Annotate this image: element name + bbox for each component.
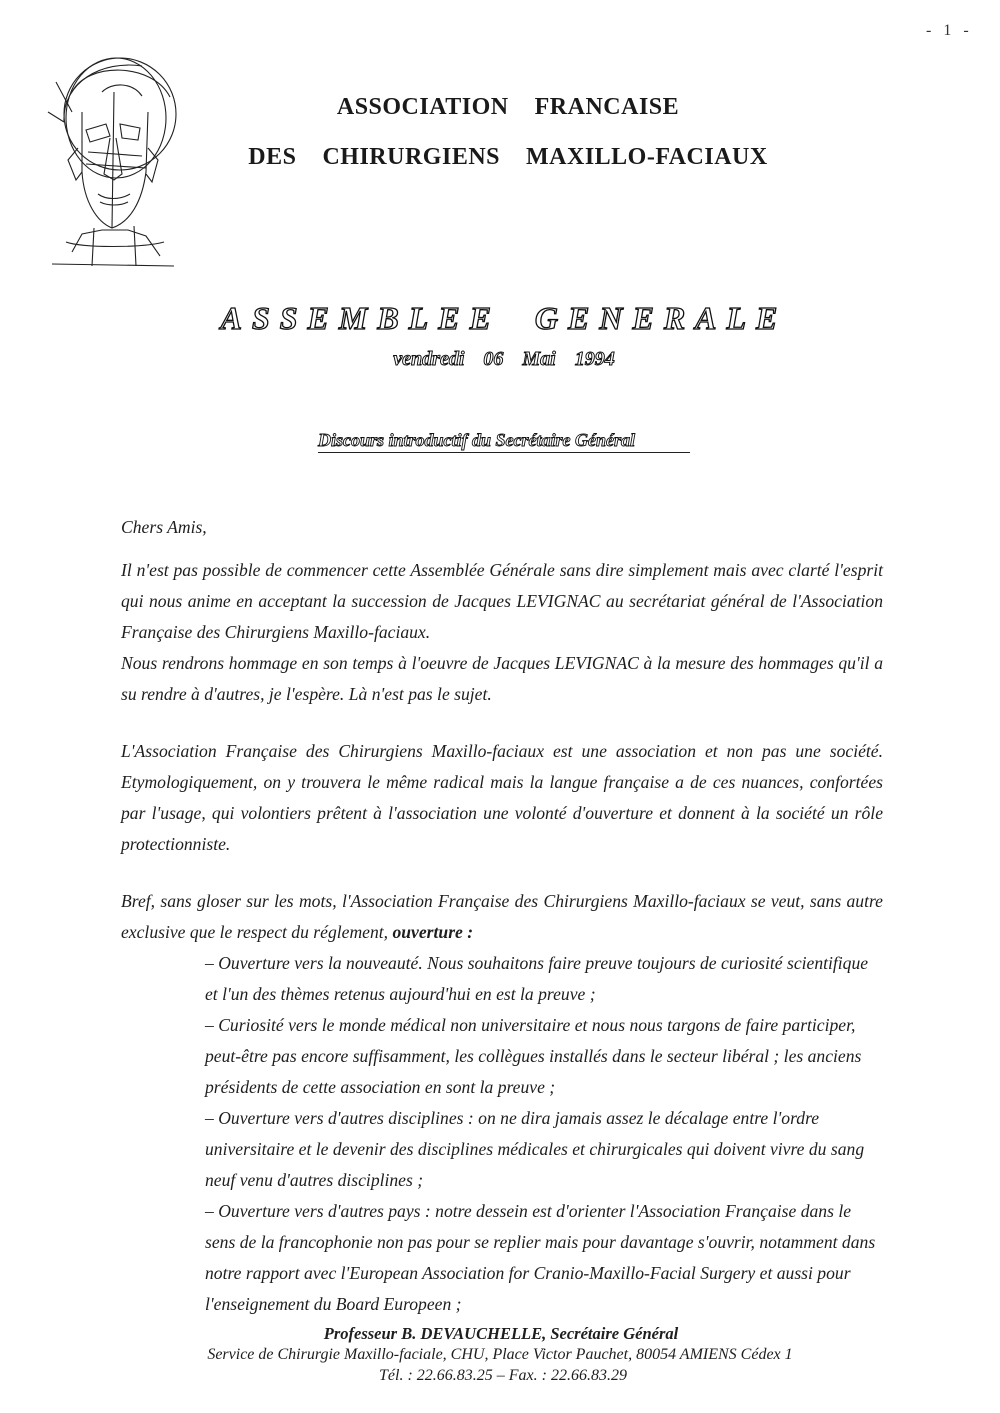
ouverture-list <box>121 948 883 1320</box>
document-title <box>0 300 1000 337</box>
org-word-des: DES <box>248 144 297 170</box>
meeting-date: vendredi 06 Mai 1994 <box>393 348 615 370</box>
paragraph-2: L'Association Française des Chirurgiens Maxillo-faciaux est une association et non pas une société. Etymologiquement, on y trouvera le même radical mais la langue française a de ces nuances, confortées par l'usage, qui volontiers prêtent à l'association une volonté d'ouverture et donnent à la société un rôle protectionniste. <box>121 741 883 854</box>
list-item: – Ouverture vers d'autres pays : notre dessein est d'orienter l'Association Française dans le sens de la francophonie non pas pour se replier mais pour davantage s'ouvrir, notamment dans notre rapport avec l'European Association for Cranio-Maxillo-Facial Surgery et aussi pour l'enseignement du Board Europeen ; <box>205 1201 876 1314</box>
list-item: – Ouverture vers d'autres disciplines : on ne dira jamais assez le décalage entre l'ordre universitaire et le devenir des disciplines médicales et chirurgicales qui doivent vivre du sang neuf venu d'autres disciplines ; <box>205 1108 865 1190</box>
footer-signatory: Professeur B. DEVAUCHELLE, Secrétaire Général <box>323 1324 679 1343</box>
paragraph-1: Il n'est pas possible de commencer cette Assemblée Générale sans dire simplement mais avec clarté l'esprit qui nous anime en acceptant la succession de Jacques LEVIGNAC au secrétariat général de l'Association Française des Chirurgiens Maxillo-faciaux. <box>121 560 883 642</box>
paragraph-3-text: Bref, sans gloser sur les mots, l'Association Française des Chirurgiens Maxillo-faciaux se veut, sans autre exclusive que le respect du réglement, <box>121 891 883 942</box>
org-word-maxillo-faciaux: MAXILLO-FACIAUX <box>526 144 768 170</box>
organization-name-line-1 <box>0 94 1000 121</box>
paragraph-3 <box>121 886 883 948</box>
title-word-assemblee: ASSEMBLEE <box>220 300 501 336</box>
title-word-generale: GENERALE <box>534 300 788 336</box>
org-word-association: ASSOCIATION <box>336 94 509 120</box>
paragraph-3-emphasis: ouverture : <box>392 922 474 942</box>
page-number: - 1 - <box>926 22 973 39</box>
org-word-chirurgiens: CHIRURGIENS <box>322 144 500 170</box>
footer-contact: Tél. : 22.66.83.25 – Fax. : 22.66.83.29 <box>379 1367 627 1384</box>
footer-address: Service de Chirurgie Maxillo-faciale, CHU, Place Victor Pauchet, 80054 AMIENS Cédex 1 <box>207 1346 793 1363</box>
list-item: – Ouverture vers la nouveauté. Nous souhaitons faire preuve toujours de curiosité scientifique et l'un des thèmes retenus aujourd'hui en est la preuve ; <box>205 953 869 1004</box>
list-item: – Curiosité vers le monde médical non universitaire et nous nous targons de faire participer, peut-être pas encore suffisamment, les collègues installés dans le secteur libéral ; les anciens présidents de cette association en sont la preuve ; <box>205 1015 862 1097</box>
organization-name-line-2 <box>0 144 1000 171</box>
org-word-francaise: FRANCAISE <box>534 94 680 120</box>
paragraph-1b: Nous rendrons hommage en son temps à l'oeuvre de Jacques LEVIGNAC à la mesure des hommages qu'il a su rendre à d'autres, je l'espère. Là n'est pas le sujet. <box>121 653 883 704</box>
greeting: Chers Amis, <box>121 517 207 537</box>
speech-subtitle: Discours introductif du Secrétaire Général <box>318 430 690 453</box>
speech-body <box>121 512 883 1320</box>
